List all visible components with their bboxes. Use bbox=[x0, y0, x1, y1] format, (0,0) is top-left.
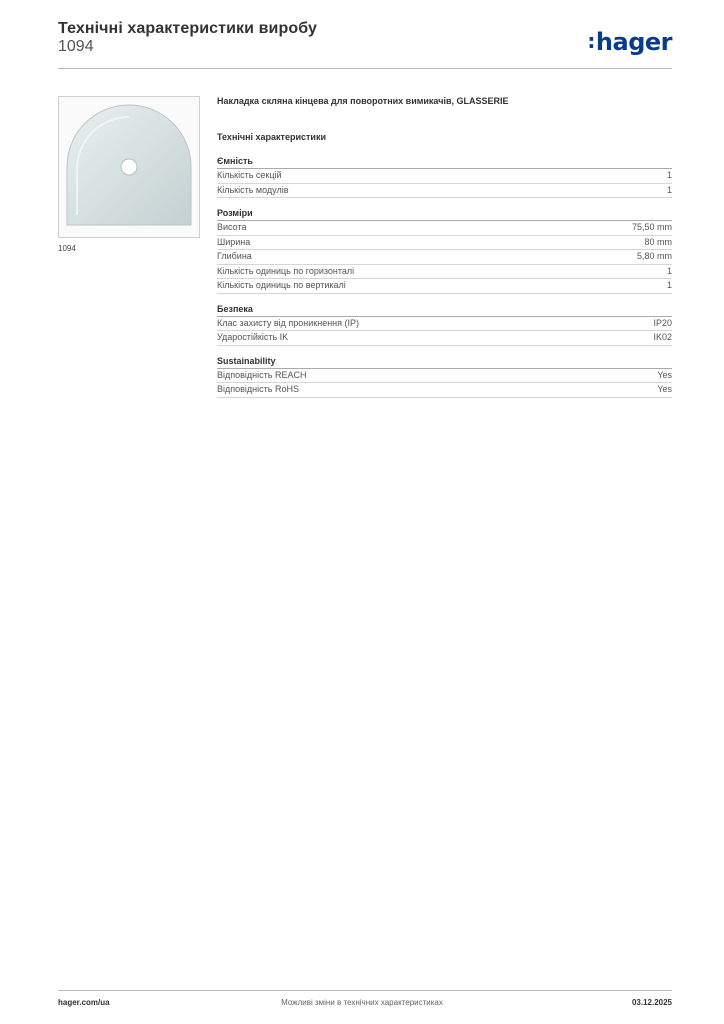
image-caption: 1094 bbox=[58, 244, 76, 253]
spec-row bbox=[217, 250, 672, 265]
spec-row bbox=[217, 221, 672, 236]
spec-group bbox=[217, 156, 672, 198]
spec-group bbox=[217, 208, 672, 294]
spec-label: Висота bbox=[217, 222, 247, 232]
spec-value: 1 bbox=[666, 184, 672, 195]
spec-value: IP20 bbox=[653, 317, 672, 328]
footer-divider bbox=[58, 990, 672, 991]
spec-row bbox=[217, 265, 672, 280]
footer-notice: Можливі зміни в технічних характеристиках bbox=[281, 998, 443, 1007]
spec-label: Глибина bbox=[217, 251, 252, 261]
spec-row bbox=[217, 279, 672, 294]
spec-row bbox=[217, 317, 672, 332]
product-code: 1094 bbox=[58, 38, 94, 55]
spec-label: Кількість одиниць по горизонталі bbox=[217, 265, 355, 276]
spec-row bbox=[217, 236, 672, 251]
spec-label: Клас захисту від проникнення (IP) bbox=[217, 317, 360, 328]
spec-row bbox=[217, 331, 672, 346]
logo-dots-icon: : bbox=[587, 29, 595, 53]
spec-value: 1 bbox=[666, 265, 672, 276]
spec-value: IK02 bbox=[653, 332, 672, 342]
spec-row bbox=[217, 369, 672, 384]
spec-label: Відповідність REACH bbox=[217, 369, 307, 380]
header-divider bbox=[58, 68, 672, 69]
spec-value: Yes bbox=[657, 369, 672, 380]
spec-value: 1 bbox=[666, 280, 672, 290]
glass-cover-plate-image bbox=[59, 97, 199, 237]
spec-row bbox=[217, 184, 672, 199]
footer-date: 03.12.2025 bbox=[631, 998, 672, 1007]
product-name: Накладка скляна кінцева для поворотних вимикачів, GLASSERIE bbox=[217, 96, 509, 106]
hager-logo bbox=[587, 28, 672, 56]
spec-group-title: Розміри bbox=[217, 208, 672, 221]
spec-group bbox=[217, 356, 672, 398]
product-details bbox=[217, 96, 672, 408]
product-image bbox=[58, 96, 200, 238]
spec-label: Кількість одиниць по вертикалі bbox=[217, 280, 346, 290]
spec-group-title: Sustainability bbox=[217, 356, 672, 369]
spec-group-title: Ємність bbox=[217, 156, 672, 169]
logo-text: hager bbox=[595, 28, 672, 56]
spec-group bbox=[217, 304, 672, 346]
page-title: Технічні характеристики виробу bbox=[58, 20, 317, 37]
spec-groups bbox=[217, 156, 672, 398]
spec-label: Кількість секцій bbox=[217, 170, 282, 180]
spec-value: 5,80 mm bbox=[636, 251, 672, 261]
spec-label: Ширина bbox=[217, 236, 251, 247]
spec-row bbox=[217, 169, 672, 184]
section-heading: Технічні характеристики bbox=[217, 132, 326, 142]
spec-row bbox=[217, 383, 672, 398]
footer-website-link[interactable]: hager.com/ua bbox=[58, 998, 110, 1007]
spec-label: Відповідність RoHS bbox=[217, 384, 299, 394]
spec-label: Кількість модулів bbox=[217, 184, 289, 195]
spec-value: 80 mm bbox=[644, 236, 672, 247]
spec-label: Ударостійкість IK bbox=[217, 332, 289, 342]
spec-value: 1 bbox=[666, 170, 672, 180]
spec-group-title: Безпека bbox=[217, 304, 672, 317]
spec-value: 75,50 mm bbox=[631, 222, 672, 232]
spec-value: Yes bbox=[657, 384, 672, 394]
